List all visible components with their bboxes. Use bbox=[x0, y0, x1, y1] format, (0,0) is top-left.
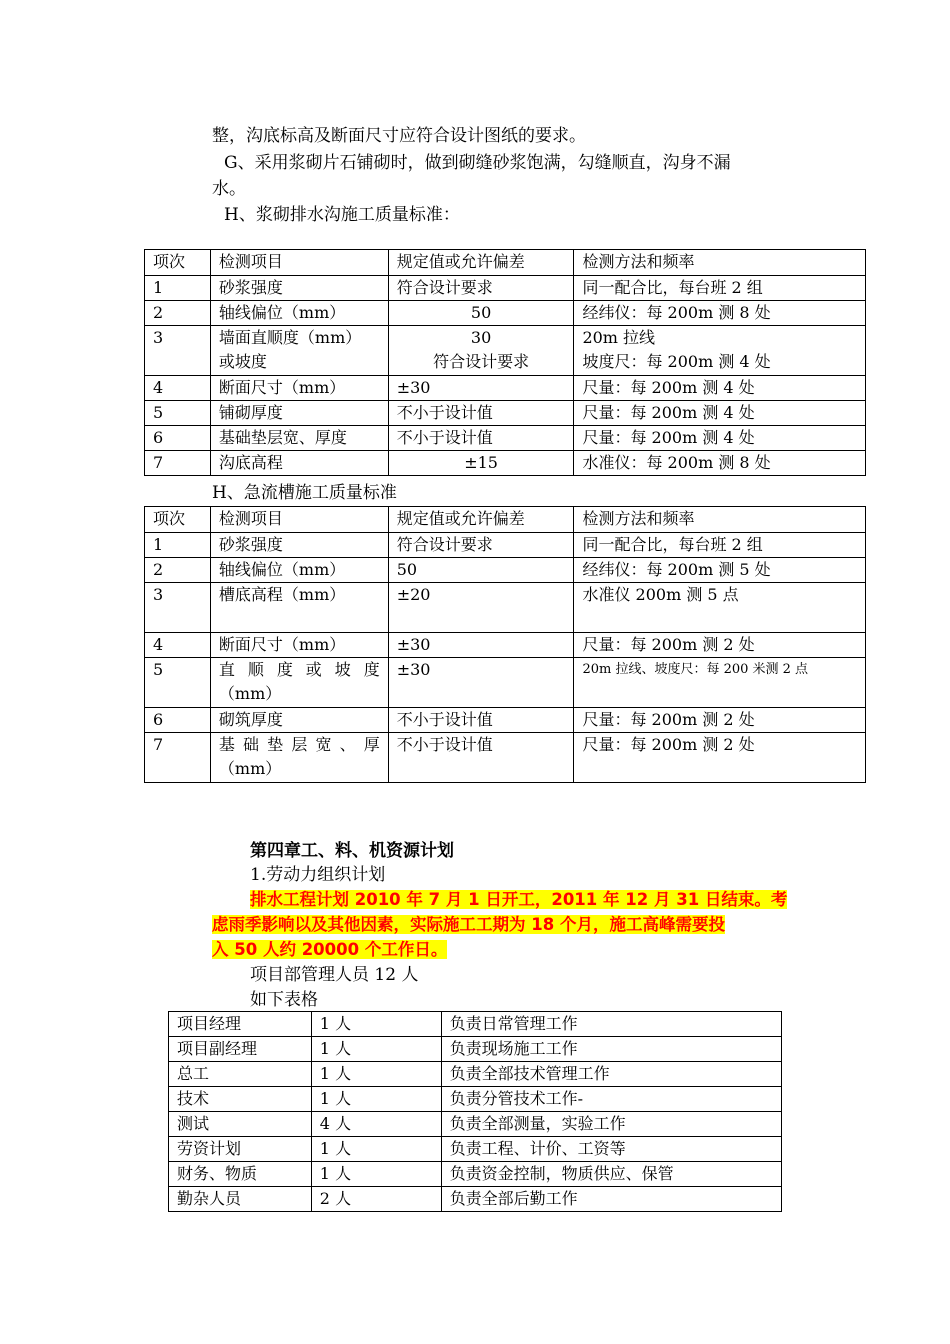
table-cell: 20m 拉线、坡度尺：每 200 米测 2 点 bbox=[574, 658, 866, 708]
table-cell: 7 bbox=[145, 733, 211, 783]
table-cell: 6 bbox=[145, 708, 211, 733]
table-cell: 轴线偏位（mm） bbox=[210, 301, 388, 326]
table-cell bbox=[210, 658, 388, 708]
table-header-row bbox=[145, 250, 866, 276]
table-cell: 技术 bbox=[169, 1087, 312, 1112]
table-row bbox=[145, 376, 866, 401]
table-header-cell: 检测方法和频率 bbox=[574, 250, 866, 276]
table-cell: 测试 bbox=[169, 1112, 312, 1137]
table-cell: 不小于设计值 bbox=[388, 426, 574, 451]
table-cell: ±30 bbox=[388, 633, 574, 658]
table-row bbox=[145, 301, 866, 326]
table-header-row bbox=[145, 507, 866, 533]
table-header-cell: 规定值或允许偏差 bbox=[388, 507, 574, 533]
table-cell: 6 bbox=[145, 426, 211, 451]
table-cell: 断面尺寸（mm） bbox=[210, 376, 388, 401]
table-cell: 负责全部技术管理工作 bbox=[441, 1062, 781, 1087]
table-row bbox=[169, 1087, 782, 1112]
table-row bbox=[169, 1112, 782, 1137]
table-row bbox=[145, 558, 866, 583]
table-cell: 同一配合比，每台班 2 组 bbox=[574, 276, 866, 301]
table-cell: 1 人 bbox=[311, 1037, 441, 1062]
table-cell: 负责日常管理工作 bbox=[441, 1012, 781, 1037]
table-cell: 2 bbox=[145, 301, 211, 326]
table-cell: 不小于设计值 bbox=[388, 401, 574, 426]
table-cell: 尺量：每 200m 测 2 处 bbox=[574, 633, 866, 658]
highlighted-line bbox=[250, 888, 787, 912]
table-row bbox=[145, 533, 866, 558]
table-cell: 1 bbox=[145, 276, 211, 301]
section-heading: 1.劳动力组织计划 bbox=[250, 865, 386, 885]
table-cell: 尺量：每 200m 测 4 处 bbox=[574, 426, 866, 451]
table-cell: 7 bbox=[145, 451, 211, 476]
cell-line: 坡度尺：每 200m 测 4 处 bbox=[582, 352, 771, 371]
table-cell: 尺量：每 200m 测 2 处 bbox=[574, 733, 866, 783]
table-cell: 负责分管技术工作- bbox=[441, 1087, 781, 1112]
table-header-cell: 检测项目 bbox=[210, 250, 388, 276]
table-cell: 尺量：每 200m 测 2 处 bbox=[574, 708, 866, 733]
table-cell: 1 bbox=[145, 533, 211, 558]
cell-line: （mm） bbox=[218, 684, 282, 703]
table-cell: 不小于设计值 bbox=[388, 733, 574, 783]
chute-quality-table bbox=[144, 506, 866, 783]
table-cell: 轴线偏位（mm） bbox=[210, 558, 388, 583]
table-cell: 总工 bbox=[169, 1062, 312, 1087]
highlighted-line bbox=[212, 913, 725, 937]
table-header-cell: 项次 bbox=[145, 507, 211, 533]
table-cell: 劳资计划 bbox=[169, 1137, 312, 1162]
table-cell: 5 bbox=[145, 401, 211, 426]
table-row bbox=[145, 451, 866, 476]
table-cell: 经纬仪：每 200m 测 8 处 bbox=[574, 301, 866, 326]
staff-table bbox=[168, 1011, 782, 1212]
table-cell: 3 bbox=[145, 583, 211, 633]
table-caption: H、急流槽施工质量标准 bbox=[212, 483, 397, 503]
table-cell: 3 bbox=[145, 326, 211, 376]
table-cell: 铺砌厚度 bbox=[210, 401, 388, 426]
table-cell bbox=[210, 733, 388, 783]
table-cell: 1 人 bbox=[311, 1162, 441, 1187]
table-cell: ±20 bbox=[388, 583, 574, 633]
table-row bbox=[169, 1162, 782, 1187]
highlight-text: 入 50 人约 20000 个工作日。 bbox=[212, 940, 448, 959]
table-header-cell: 检测方法和频率 bbox=[574, 507, 866, 533]
table-cell: 砂浆强度 bbox=[210, 533, 388, 558]
table-row bbox=[169, 1037, 782, 1062]
table-cell: 4 bbox=[145, 633, 211, 658]
table-cell: 1 人 bbox=[311, 1012, 441, 1037]
table-cell: 负责资金控制，物质供应、保管 bbox=[441, 1162, 781, 1187]
paragraph-line: 如下表格 bbox=[250, 990, 318, 1010]
table-row bbox=[145, 326, 866, 376]
table-cell: 50 bbox=[388, 301, 574, 326]
table-cell: 砂浆强度 bbox=[210, 276, 388, 301]
table-cell: 符合设计要求 bbox=[388, 276, 574, 301]
table-row bbox=[145, 276, 866, 301]
cell-line: 基础垫层宽、厚 bbox=[218, 735, 380, 754]
table-cell: 同一配合比，每台班 2 组 bbox=[574, 533, 866, 558]
table-cell: 沟底高程 bbox=[210, 451, 388, 476]
table-cell bbox=[210, 326, 388, 376]
table-cell: 尺量：每 200m 测 4 处 bbox=[574, 401, 866, 426]
table-row bbox=[145, 733, 866, 783]
table-cell: 槽底高程（mm） bbox=[210, 583, 388, 633]
table-cell: 尺量：每 200m 测 4 处 bbox=[574, 376, 866, 401]
table-cell: 项目经理 bbox=[169, 1012, 312, 1037]
paragraph-line: 整，沟底标高及断面尺寸应符合设计图纸的要求。 bbox=[212, 126, 586, 146]
table-row bbox=[169, 1187, 782, 1212]
table-cell: 符合设计要求 bbox=[388, 533, 574, 558]
table-row bbox=[145, 708, 866, 733]
table-header-cell: 项次 bbox=[145, 250, 211, 276]
table-cell: 5 bbox=[145, 658, 211, 708]
paragraph-line: H、浆砌排水沟施工质量标准： bbox=[224, 205, 460, 225]
highlight-text: 排水工程计划 2010 年 7 月 1 日开工，2011 年 12 月 31 日结束。考 bbox=[250, 890, 788, 909]
table-cell: 不小于设计值 bbox=[388, 708, 574, 733]
table-cell: 负责工程、计价、工资等 bbox=[441, 1137, 781, 1162]
table-cell: 断面尺寸（mm） bbox=[210, 633, 388, 658]
table-cell: 负责全部后勤工作 bbox=[441, 1187, 781, 1212]
table-cell: 砌筑厚度 bbox=[210, 708, 388, 733]
table-cell: 基础垫层宽、厚度 bbox=[210, 426, 388, 451]
table-cell bbox=[388, 326, 574, 376]
table-row bbox=[145, 401, 866, 426]
table-row bbox=[169, 1062, 782, 1087]
table-cell: 1 人 bbox=[311, 1137, 441, 1162]
table-header-cell: 检测项目 bbox=[210, 507, 388, 533]
table-cell: 1 人 bbox=[311, 1062, 441, 1087]
table-row bbox=[169, 1012, 782, 1037]
chapter-heading: 第四章工、料、机资源计划 bbox=[250, 841, 454, 861]
highlighted-line bbox=[212, 938, 447, 962]
table-row bbox=[145, 633, 866, 658]
table-cell: 水准仪：每 200m 测 8 处 bbox=[574, 451, 866, 476]
table-header-cell: 规定值或允许偏差 bbox=[388, 250, 574, 276]
table-cell: 2 bbox=[145, 558, 211, 583]
table-cell bbox=[574, 326, 866, 376]
table-cell: 负责全部测量，实验工作 bbox=[441, 1112, 781, 1137]
highlight-text: 虑雨季影响以及其他因素，实际施工工期为 18 个月，施工高峰需要投 bbox=[212, 915, 725, 934]
table-cell: 水准仪 200m 测 5 点 bbox=[574, 583, 866, 633]
table-cell: ±15 bbox=[388, 451, 574, 476]
table-cell: 4 bbox=[145, 376, 211, 401]
cell-line: 符合设计要求 bbox=[433, 352, 530, 371]
paragraph-line: 项目部管理人员 12 人 bbox=[250, 965, 419, 985]
table-cell: 勤杂人员 bbox=[169, 1187, 312, 1212]
cell-line: 墙面直顺度（mm） bbox=[218, 328, 362, 347]
table-cell: 财务、物质 bbox=[169, 1162, 312, 1187]
table-row bbox=[145, 426, 866, 451]
table-row bbox=[169, 1137, 782, 1162]
table-row bbox=[145, 583, 866, 633]
paragraph-line: 水。 bbox=[212, 179, 246, 199]
table-cell: 4 人 bbox=[311, 1112, 441, 1137]
table-cell: 负责现场施工工作 bbox=[441, 1037, 781, 1062]
cell-line: 20m 拉线 bbox=[582, 328, 656, 347]
cell-line: 30 bbox=[470, 328, 492, 347]
cell-line: 直顺度或坡度 bbox=[218, 660, 380, 679]
table-cell: 项目副经理 bbox=[169, 1037, 312, 1062]
table-cell: 50 bbox=[388, 558, 574, 583]
table-cell: ±30 bbox=[388, 376, 574, 401]
table-cell: 2 人 bbox=[311, 1187, 441, 1212]
table-cell: 经纬仪：每 200m 测 5 处 bbox=[574, 558, 866, 583]
table-cell: 1 人 bbox=[311, 1087, 441, 1112]
drainage-ditch-quality-table bbox=[144, 249, 866, 476]
table-row bbox=[145, 658, 866, 708]
cell-line: 或坡度 bbox=[218, 352, 267, 371]
paragraph-line: G、采用浆砌片石铺砌时，做到砌缝砂浆饱满，勾缝顺直，沟身不漏 bbox=[224, 153, 731, 173]
cell-line: （mm） bbox=[218, 759, 282, 778]
table-cell: ±30 bbox=[388, 658, 574, 708]
